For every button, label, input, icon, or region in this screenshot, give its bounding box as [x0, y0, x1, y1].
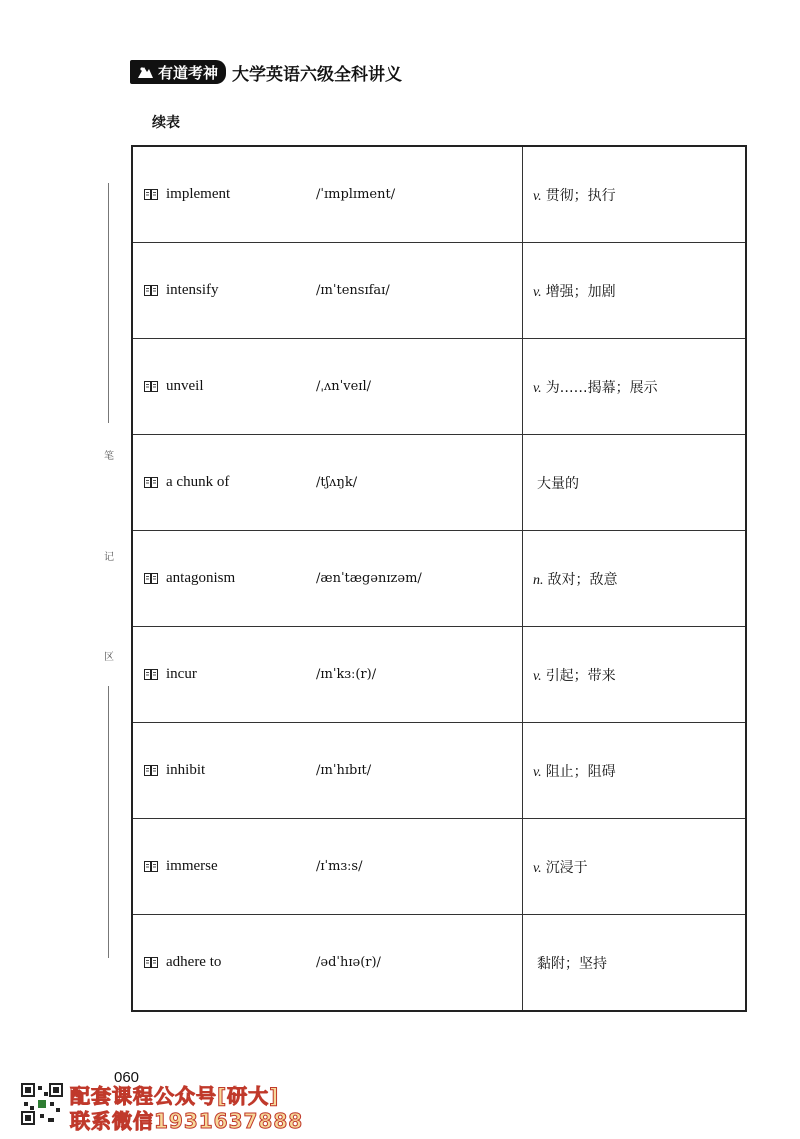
- page-number: 060: [114, 1069, 140, 1086]
- part-of-speech: v.: [533, 860, 542, 876]
- vocab-word: incur: [166, 666, 197, 682]
- vocab-word: immerse: [166, 858, 218, 874]
- side-divider-top: [108, 183, 109, 423]
- vocab-phonetic: /ɪnˈhɪbɪt/: [316, 763, 372, 778]
- brand-name: 有道考神: [158, 63, 219, 82]
- qr-code-icon: [20, 1082, 64, 1126]
- side-divider-bottom: [108, 686, 109, 958]
- vocab-meaning: 阻止；阻碍: [545, 763, 616, 780]
- word-cell: [132, 723, 523, 819]
- vocab-phonetic: /ədˈhɪə(r)/: [316, 955, 381, 970]
- meaning-cell: [523, 915, 747, 1012]
- table-row: [132, 627, 746, 723]
- meaning-cell: [523, 339, 747, 435]
- page-header: [130, 58, 402, 86]
- vocab-word: unveil: [166, 378, 204, 394]
- table-row: [132, 243, 746, 339]
- side-note-char: 区: [104, 652, 114, 663]
- meaning-cell: [523, 243, 747, 339]
- vocab-meaning: 敌对；敌意: [547, 571, 618, 588]
- meaning-cell: [523, 435, 747, 531]
- vocab-phonetic: /ænˈtægənɪzəm/: [316, 571, 422, 586]
- promo-line-1: 配套课程公众号[研大]: [70, 1084, 280, 1108]
- word-cell: [132, 435, 523, 531]
- word-cell: [132, 146, 523, 243]
- vocab-phonetic: /ˌʌnˈveɪl/: [316, 379, 371, 394]
- vocab-meaning: 引起；带来: [545, 667, 616, 684]
- part-of-speech: v.: [533, 764, 542, 780]
- meaning-cell: [523, 627, 747, 723]
- vocab-phonetic: /ɪˈmɜːs/: [316, 859, 363, 874]
- vocab-meaning: 为……揭幕；展示: [545, 379, 658, 396]
- brand-badge: [130, 60, 226, 84]
- book-icon: [144, 765, 158, 776]
- part-of-speech: v.: [533, 380, 542, 396]
- side-note-char: 笔: [104, 451, 114, 462]
- word-cell: [132, 915, 523, 1012]
- book-icon: [144, 957, 158, 968]
- continued-label: 续表: [152, 115, 180, 131]
- meaning-cell: [523, 531, 747, 627]
- promo-line-2: 联系微信1931637888: [70, 1109, 304, 1133]
- header-title: 大学英语六级全科讲义: [232, 64, 403, 85]
- book-icon: [144, 477, 158, 488]
- meaning-cell: [523, 723, 747, 819]
- vocab-word: inhibit: [166, 762, 206, 778]
- table-row: [132, 723, 746, 819]
- vocab-word: adhere to: [166, 954, 222, 970]
- vocab-meaning: 沉浸于: [545, 859, 588, 876]
- book-icon: [144, 573, 158, 584]
- vocab-meaning: 增强；加剧: [545, 283, 616, 300]
- book-icon: [144, 285, 158, 296]
- brand-logo-icon: [136, 63, 154, 81]
- vocabulary-table: [131, 145, 747, 1012]
- part-of-speech: v.: [533, 668, 542, 684]
- side-note-char: 记: [104, 552, 114, 563]
- table-row: [132, 915, 746, 1012]
- table-row: [132, 531, 746, 627]
- vocab-phonetic: /tʃʌŋk/: [316, 475, 358, 490]
- table-row: [132, 435, 746, 531]
- book-icon: [144, 189, 158, 200]
- vocab-meaning: 贯彻；执行: [545, 187, 616, 204]
- word-cell: [132, 627, 523, 723]
- vocab-meaning: 黏附；坚持: [537, 955, 607, 972]
- table-row: [132, 819, 746, 915]
- book-icon: [144, 669, 158, 680]
- vocab-word: implement: [166, 186, 231, 202]
- vocab-phonetic: /ɪnˈkɜː(r)/: [316, 667, 377, 682]
- vocab-meaning: 大量的: [537, 475, 579, 492]
- vocab-word: intensify: [166, 282, 219, 298]
- word-cell: [132, 339, 523, 435]
- part-of-speech: n.: [533, 572, 544, 588]
- meaning-cell: [523, 146, 747, 243]
- vocab-word: a chunk of: [166, 474, 230, 490]
- vocab-phonetic: /ɪnˈtensɪfaɪ/: [316, 283, 390, 298]
- part-of-speech: v.: [533, 284, 542, 300]
- book-icon: [144, 861, 158, 872]
- word-cell: [132, 243, 523, 339]
- part-of-speech: v.: [533, 188, 542, 204]
- table-row: [132, 339, 746, 435]
- book-icon: [144, 381, 158, 392]
- word-cell: [132, 819, 523, 915]
- vocab-phonetic: /ˈɪmplɪment/: [316, 187, 396, 202]
- meaning-cell: [523, 819, 747, 915]
- table-row: [132, 146, 746, 243]
- word-cell: [132, 531, 523, 627]
- vocab-word: antagonism: [166, 570, 236, 586]
